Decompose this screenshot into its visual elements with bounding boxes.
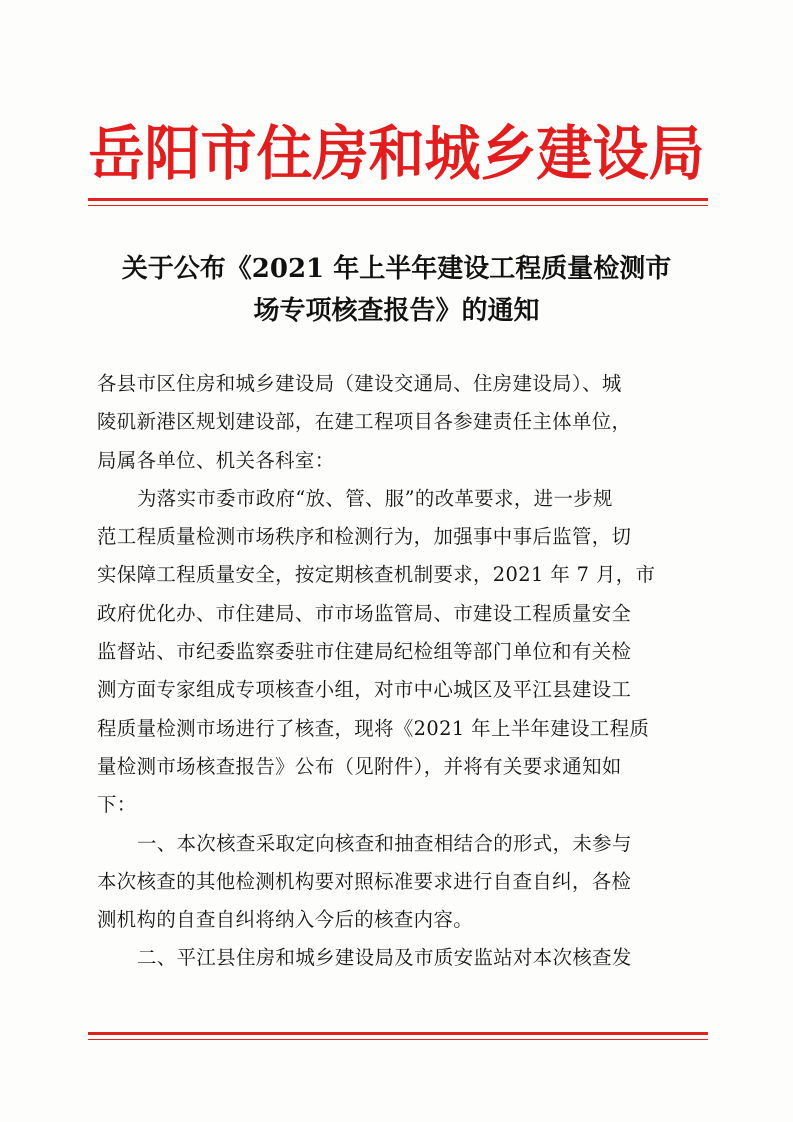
issuer-header: 岳阳市住房和城乡建设局 <box>88 119 705 189</box>
paragraph-1-line: 测方面专家组成专项核查小组，对市中心城区及平江县建设工 <box>97 678 632 702</box>
paragraph-1-line: 程质量检测市场进行了核查，现将《2021 年上半年建设工程质 <box>97 716 650 740</box>
document-title <box>84 248 709 332</box>
header-rule-thin <box>88 205 708 206</box>
header-rule-thick <box>88 198 708 201</box>
footer-rule-thin <box>88 1039 708 1040</box>
salutation-line: 各县市区住房和城乡建设局（建设交通局、住房建设局）、城 <box>97 372 622 395</box>
paragraph-1-line: 实保障工程质量安全，按定期核查机制要求，2021 年 7 月，市 <box>97 563 656 587</box>
paragraph-1-line: 政府优化办、市住建局、市市场监管局、市建设工程质量安全 <box>97 601 632 625</box>
paragraph-1-line: 范工程质量检测市场秩序和检测行为，加强事中事后监管，切 <box>97 525 632 549</box>
document-body <box>97 365 697 978</box>
paragraph-2-line: 测机构的自查自纠将纳入今后的核查内容。 <box>97 908 474 932</box>
paragraph-1-line: 量检测市场核查报告》公布（见附件），并将有关要求通知如 <box>97 754 622 778</box>
title-line-1: 关于公布《2021 年上半年建设工程质量检测市 <box>121 254 672 284</box>
salutation-line: 陵矶新港区规划建设部，在建工程项目各参建责任主体单位， <box>97 410 632 434</box>
paragraph-1-line: 为落实市委市政府“放、管、服”的改革要求，进一步规 <box>137 486 613 510</box>
salutation-line: 局属各单位、机关各科室： <box>97 448 335 472</box>
paragraph-1-line: 监督站、市纪委监察委驻市住建局纪检组等部门单位和有关检 <box>97 640 632 664</box>
footer-rule-thick <box>88 1032 708 1035</box>
title-line-2: 场专项核查报告》的通知 <box>253 296 540 326</box>
paragraph-1-line: 下： <box>97 793 137 817</box>
paragraph-2-line: 一、本次核查采取定向核查和抽查相结合的形式，未参与 <box>137 831 632 855</box>
paragraph-3-line: 二、平江县住房和城乡建设局及市质安监站对本次核查发 <box>137 946 632 970</box>
paragraph-2-line: 本次核查的其他检测机构要对照标准要求进行自查自纠，各检 <box>97 869 632 893</box>
